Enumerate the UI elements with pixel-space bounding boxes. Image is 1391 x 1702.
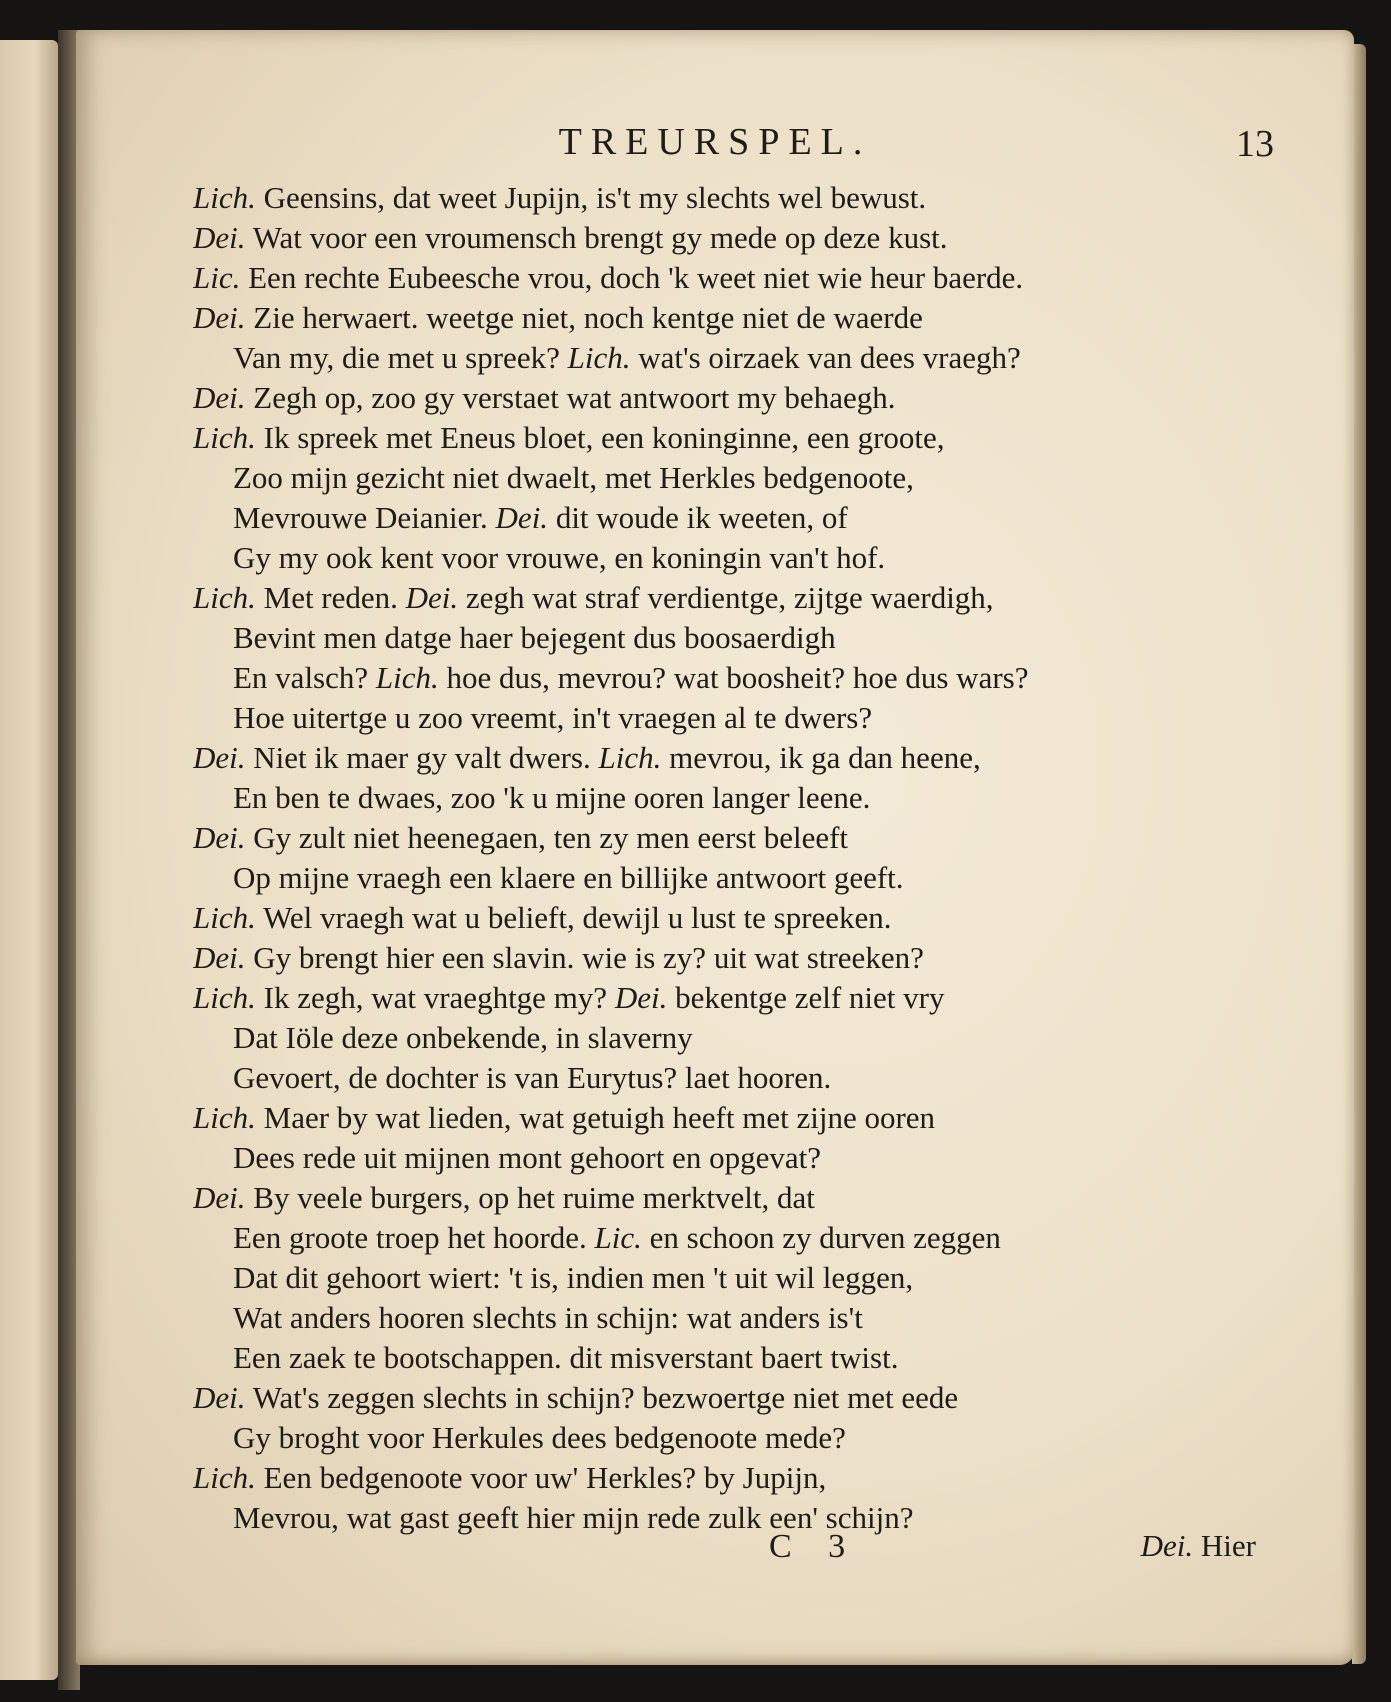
line-text: Met reden. — [255, 580, 406, 615]
left-page-edge — [0, 40, 58, 1680]
line-text: en schoon zy durven zeggen — [641, 1220, 1001, 1255]
verse-line — [193, 1178, 1273, 1218]
speaker-name: Lich. — [193, 980, 256, 1015]
line-text: Gy my ook kent voor vrouwe, en koningin van't hof. — [233, 540, 886, 575]
line-text: Zoo mijn gezicht niet dwaelt, met Herkles bedgenoote, — [233, 460, 914, 495]
line-text: Wat's zeggen slechts in schijn? bezwoertge niet met eede — [245, 1380, 959, 1415]
speaker-name: Dei. — [193, 740, 246, 775]
speaker-name: Dei. — [193, 380, 246, 415]
line-text: Een bedgenoote voor uw' Herkles? by Jupijn, — [255, 1460, 827, 1495]
line-text: Geensins, dat weet Jupijn, is't my slechts wel bewust. — [255, 180, 927, 215]
verse-line — [193, 378, 1273, 418]
verse-line — [193, 418, 1273, 458]
speaker-name: Lich. — [375, 660, 439, 695]
verse-line — [193, 538, 1273, 578]
line-text: Wat voor een vroumensch brengt gy mede op deze kust. — [245, 220, 948, 255]
line-text: Zegh op, zoo gy verstaet wat antwoort my behaegh. — [245, 380, 896, 415]
verse-line — [193, 1218, 1273, 1258]
verse-line — [193, 698, 1273, 738]
speaker-name: Lich. — [567, 340, 631, 375]
verse-line — [193, 1418, 1273, 1458]
line-text: Dees rede uit mijnen mont gehoort en opgevat? — [233, 1140, 821, 1175]
line-text: En ben te dwaes, zoo 'k u mijne ooren langer leene. — [233, 780, 871, 815]
verse-line — [193, 738, 1273, 778]
verse-line — [193, 618, 1273, 658]
signature-mark: C 3 — [769, 1528, 860, 1565]
line-text: Een groote troep het hoorde. — [233, 1220, 595, 1255]
line-text: dit woude ik weeten, of — [548, 500, 848, 535]
line-text: Dat Iöle deze onbekende, in slaverny — [233, 1020, 693, 1055]
line-text: Wel vraegh wat u belieft, dewijl u lust te spreeken. — [255, 900, 892, 935]
verse-line — [193, 778, 1273, 818]
speaker-name: Dei. — [193, 820, 246, 855]
speaker-name: Dei. — [495, 500, 549, 535]
line-text: Een zaek te bootschappen. dit misverstant baert twist. — [233, 1340, 899, 1375]
catchword-text: Hier — [1193, 1528, 1256, 1563]
line-text: hoe dus, mevrou? wat boosheit? hoe dus wars? — [438, 660, 1029, 695]
page-stack-edge — [1352, 44, 1366, 1664]
verse-line — [193, 858, 1273, 898]
verse-line — [193, 1498, 1273, 1538]
verse-text — [193, 178, 1273, 1538]
verse-line — [193, 658, 1273, 698]
line-text: Niet ik maer gy valt dwers. — [245, 740, 599, 775]
speaker-name: Dei. — [405, 580, 459, 615]
verse-line — [193, 898, 1273, 938]
verse-line — [193, 1338, 1273, 1378]
verse-line — [193, 1258, 1273, 1298]
speaker-name: Lich. — [193, 900, 256, 935]
speaker-name: Dei. — [193, 940, 246, 975]
line-text: wat's oirzaek van dees vraegh? — [630, 340, 1021, 375]
line-text: Ik zegh, wat vraeghtge my? — [255, 980, 615, 1015]
verse-line — [193, 938, 1273, 978]
speaker-name: Lic. — [594, 1220, 642, 1255]
line-text: Gy broght voor Herkules dees bedgenoote mede? — [233, 1420, 846, 1455]
verse-line — [193, 1458, 1273, 1498]
verse-line — [193, 578, 1273, 618]
verse-line — [193, 1298, 1273, 1338]
catchword — [1141, 1528, 1256, 1564]
running-title: TREURSPEL. — [558, 121, 872, 163]
line-text: Hoe uitertge u zoo vreemt, in't vraegen al te dwers? — [233, 700, 873, 735]
verse-line — [193, 1098, 1273, 1138]
verse-line — [193, 1018, 1273, 1058]
line-text: Dat dit gehoort wiert: 't is, indien men 't uit wil leggen, — [233, 1260, 914, 1295]
line-text: En valsch? — [233, 660, 376, 695]
speaker-name: Lich. — [193, 580, 256, 615]
speaker-name: Dei. — [193, 1180, 246, 1215]
verse-line — [193, 458, 1273, 498]
speaker-name: Lic. — [193, 260, 241, 295]
line-text: Mevrou, wat gast geeft hier mijn rede zulk een' schijn? — [233, 1500, 914, 1535]
verse-line — [193, 178, 1273, 218]
line-text: Mevrouwe Deianier. — [233, 500, 496, 535]
speaker-name: Dei. — [193, 300, 246, 335]
line-text: Op mijne vraegh een klaere en billijke antwoort geeft. — [233, 860, 904, 895]
verse-line — [193, 298, 1273, 338]
line-text: Wat anders hooren slechts in schijn: wat anders is't — [233, 1300, 863, 1335]
verse-line — [193, 1138, 1273, 1178]
verse-line — [193, 338, 1273, 378]
line-text: Zie herwaert. weetge niet, noch kentge niet de waerde — [245, 300, 923, 335]
verse-line — [193, 218, 1273, 258]
verse-line — [193, 258, 1273, 298]
line-text: bekentge zelf niet vry — [667, 980, 945, 1015]
speaker-name: Dei. — [614, 980, 668, 1015]
line-text: Gy brengt hier een slavin. wie is zy? uit wat streeken? — [245, 940, 924, 975]
line-text: mevrou, ik ga dan heene, — [661, 740, 981, 775]
catchword-speaker: Dei. — [1140, 1528, 1194, 1563]
line-text: zegh wat straf verdientge, zijtge waerdigh, — [458, 580, 994, 615]
line-text: Een rechte Eubeesche vrou, doch 'k weet niet wie heur baerde. — [240, 260, 1024, 295]
line-text: Bevint men datge haer bejegent dus boosaerdigh — [233, 620, 836, 655]
page-number: 13 — [1236, 123, 1274, 165]
verse-line — [193, 978, 1273, 1018]
page-header — [76, 120, 1354, 170]
speaker-name: Lich. — [193, 180, 256, 215]
line-text: Ik spreek met Eneus bloet, een koninginne, een groote, — [255, 420, 945, 455]
speaker-name: Lich. — [193, 1460, 256, 1495]
verse-line — [193, 498, 1273, 538]
verse-line — [193, 1378, 1273, 1418]
line-text: Maer by wat lieden, wat getuigh heeft met zijne ooren — [255, 1100, 936, 1135]
speaker-name: Dei. — [193, 220, 246, 255]
speaker-name: Dei. — [193, 1380, 246, 1415]
verse-line — [193, 818, 1273, 858]
speaker-name: Lich. — [193, 420, 256, 455]
line-text: Van my, die met u spreek? — [233, 340, 568, 375]
verse-line — [193, 1058, 1273, 1098]
line-text: By veele burgers, op het ruime merktvelt, dat — [245, 1180, 815, 1215]
speaker-name: Lich. — [598, 740, 662, 775]
line-text: Gy zult niet heenegaen, ten zy men eerst beleeft — [245, 820, 849, 855]
line-text: Gevoert, de dochter is van Eurytus? laet hooren. — [233, 1060, 832, 1095]
book-page — [76, 30, 1354, 1665]
speaker-name: Lich. — [193, 1100, 256, 1135]
